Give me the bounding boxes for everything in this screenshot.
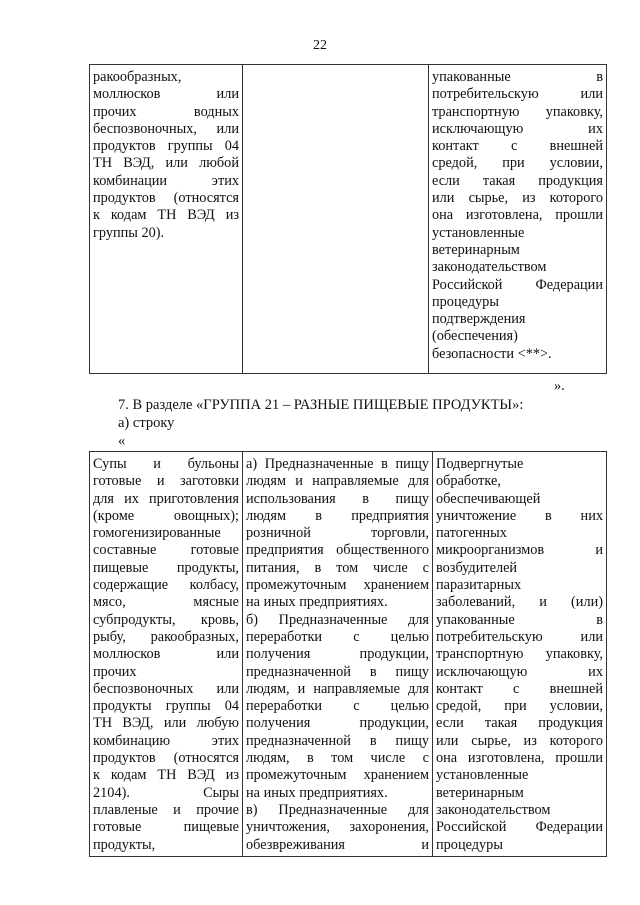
cell-line: питания, в том числе с [246,559,429,576]
cell-line: 2104). Сыры [93,784,239,801]
cell-line: установленные [432,224,525,241]
cell-line: людям и направляемые для [246,473,429,490]
cell-line: в) Предназначенные для [246,801,429,818]
cell-line: а) Предназначенные в пищу [246,456,429,472]
goods-table-continued [89,64,607,374]
purpose-cell [243,65,429,374]
cell-line: пищевые продукты, [93,559,239,576]
cell-line: исключающую их [436,663,603,680]
cell-line: подтверждения [432,311,526,328]
closing-quote: ». [554,378,565,394]
table-row [90,452,607,857]
cell-line: плавленые и прочие [93,801,239,818]
group-21-table [89,451,607,857]
cell-line: заболеваний, и (или) [436,594,603,611]
cell-line: промежуточным хранением [246,767,429,784]
cell-line: розничной торговли, [246,525,429,542]
cell-line: группы 20). [93,224,165,241]
cell-line: паразитарных [436,577,522,594]
cell-line: уничтожение в них [436,507,603,524]
cell-line: на иных предприятиях. [246,784,388,801]
cell-line: ТН ВЭД, или любой [93,155,239,172]
cell-line: мясо, мясные [93,594,239,611]
cell-line: б) Предназначенные для [246,611,429,628]
cell-line: или сырье, из которого [432,190,603,207]
opening-quote: « [118,433,126,449]
cell-line: составные готовые [93,542,239,559]
table-row [90,65,607,374]
cell-line: продуктов группы 04 [93,138,239,155]
cell-line: средой, при условии, [432,155,603,172]
cell-line: людям в предприятия [246,507,429,524]
cell-line: предприятия общественного [246,542,429,559]
cell-line: законодательством [432,259,547,276]
cell-line: законодательством [436,801,551,818]
section-heading: 7. В разделе «ГРУППА 21 – РАЗНЫЕ ПИЩЕВЫЕ ПРОДУКТЫ»: [118,397,524,413]
cell-line: переработки с целью [246,698,429,715]
cell-line: обеспечивающей [436,490,541,507]
product-description-cell [90,65,243,374]
cell-line: моллюсков или [93,646,239,663]
cell-line: упакованные в [432,69,603,85]
cell-line: процедуры [432,293,499,310]
cell-line: прочих водных [93,103,239,120]
cell-line: людям, в том числе с [246,750,429,767]
cell-line: получения продукции, [246,715,429,732]
cell-line: ветеринарным [436,784,524,801]
product-description-cell [90,452,243,857]
cell-line: комбинацию этих [93,732,239,749]
cell-line: предназначенной в пищу [246,663,429,680]
cell-line: микроорганизмов и [436,542,603,559]
purpose-cell [243,452,433,857]
cell-line: переработки с целью [246,628,429,645]
cell-line: патогенных [436,525,507,542]
cell-line: на иных предприятиях. [246,594,388,611]
cell-line: использования в пищу [246,490,429,507]
cell-line: получения продукции, [246,646,429,663]
cell-line: беспозвоночных, или [93,120,239,137]
item-a: а) строку [118,415,175,431]
cell-line: ветеринарным [432,241,520,258]
cell-line: средой, при условии, [436,698,603,715]
cell-line: рыбу, ракообразных, [93,628,239,645]
cell-line: или сырье, из которого [436,732,603,749]
cell-line: транспортную упаковку, [436,646,603,663]
cell-line: (обеспечения) [432,328,518,345]
cell-line: установленные [436,767,529,784]
cell-line: она изготовлена, прошли [436,750,603,767]
cell-line: субпродукты, кровь, [93,611,239,628]
cell-line: для их приготовления [93,490,239,507]
cell-line: продуктов (относятся [93,190,239,207]
cell-line: промежуточным хранением [246,577,429,594]
cell-line: возбудителей [436,559,518,576]
cell-line: продукты, [93,836,156,853]
cell-line: если такая продукция [436,715,603,732]
requirements-cell [433,452,607,857]
cell-line: готовые и заготовки [93,473,239,490]
cell-line: Российской Федерации [436,819,603,836]
cell-line: транспортную упаковку, [432,103,603,120]
cell-line: контакт с внешней [436,680,603,697]
cell-line: моллюсков или [93,86,239,103]
cell-line: исключающую их [432,120,603,137]
cell-line: процедуры [436,836,503,853]
cell-line: если такая продукция [432,172,603,189]
cell-line: прочих [93,663,137,680]
cell-line: она изготовлена, прошли [432,207,603,224]
cell-line: содержащие колбасу, [93,577,239,594]
cell-line: к кодам ТН ВЭД из [93,767,239,784]
cell-line: ТН ВЭД, или любую [93,715,239,732]
cell-line: людям, и направляемые для [246,680,429,697]
cell-line: (кроме овощных); [93,507,239,524]
cell-line: контакт с внешней [432,138,603,155]
cell-line: Супы и бульоны [93,456,239,472]
cell-line: беспозвоночных или [93,680,239,697]
cell-line: ракообразных, [93,69,182,85]
cell-line: продукты группы 04 [93,698,239,715]
page-number: 22 [313,38,327,53]
cell-line: потребительскую или [432,86,603,103]
cell-line: Российской Федерации [432,276,603,293]
cell-line: обезвреживания и [246,836,429,853]
cell-line: комбинации этих [93,172,239,189]
cell-line: гомогенизированные [93,525,221,542]
cell-line: безопасности <**>. [432,345,552,362]
cell-line: потребительскую или [436,628,603,645]
cell-line: к кодам ТН ВЭД из [93,207,239,224]
cell-line: Подвергнутые [436,456,524,472]
cell-line: уничтожения, захоронения, [246,819,429,836]
requirements-cell [429,65,607,374]
cell-line: упакованные в [436,611,603,628]
cell-line: предназначенной в пищу [246,732,429,749]
cell-line: готовые пищевые [93,819,239,836]
cell-line: обработке, [436,473,501,490]
cell-line: продуктов (относятся [93,750,239,767]
